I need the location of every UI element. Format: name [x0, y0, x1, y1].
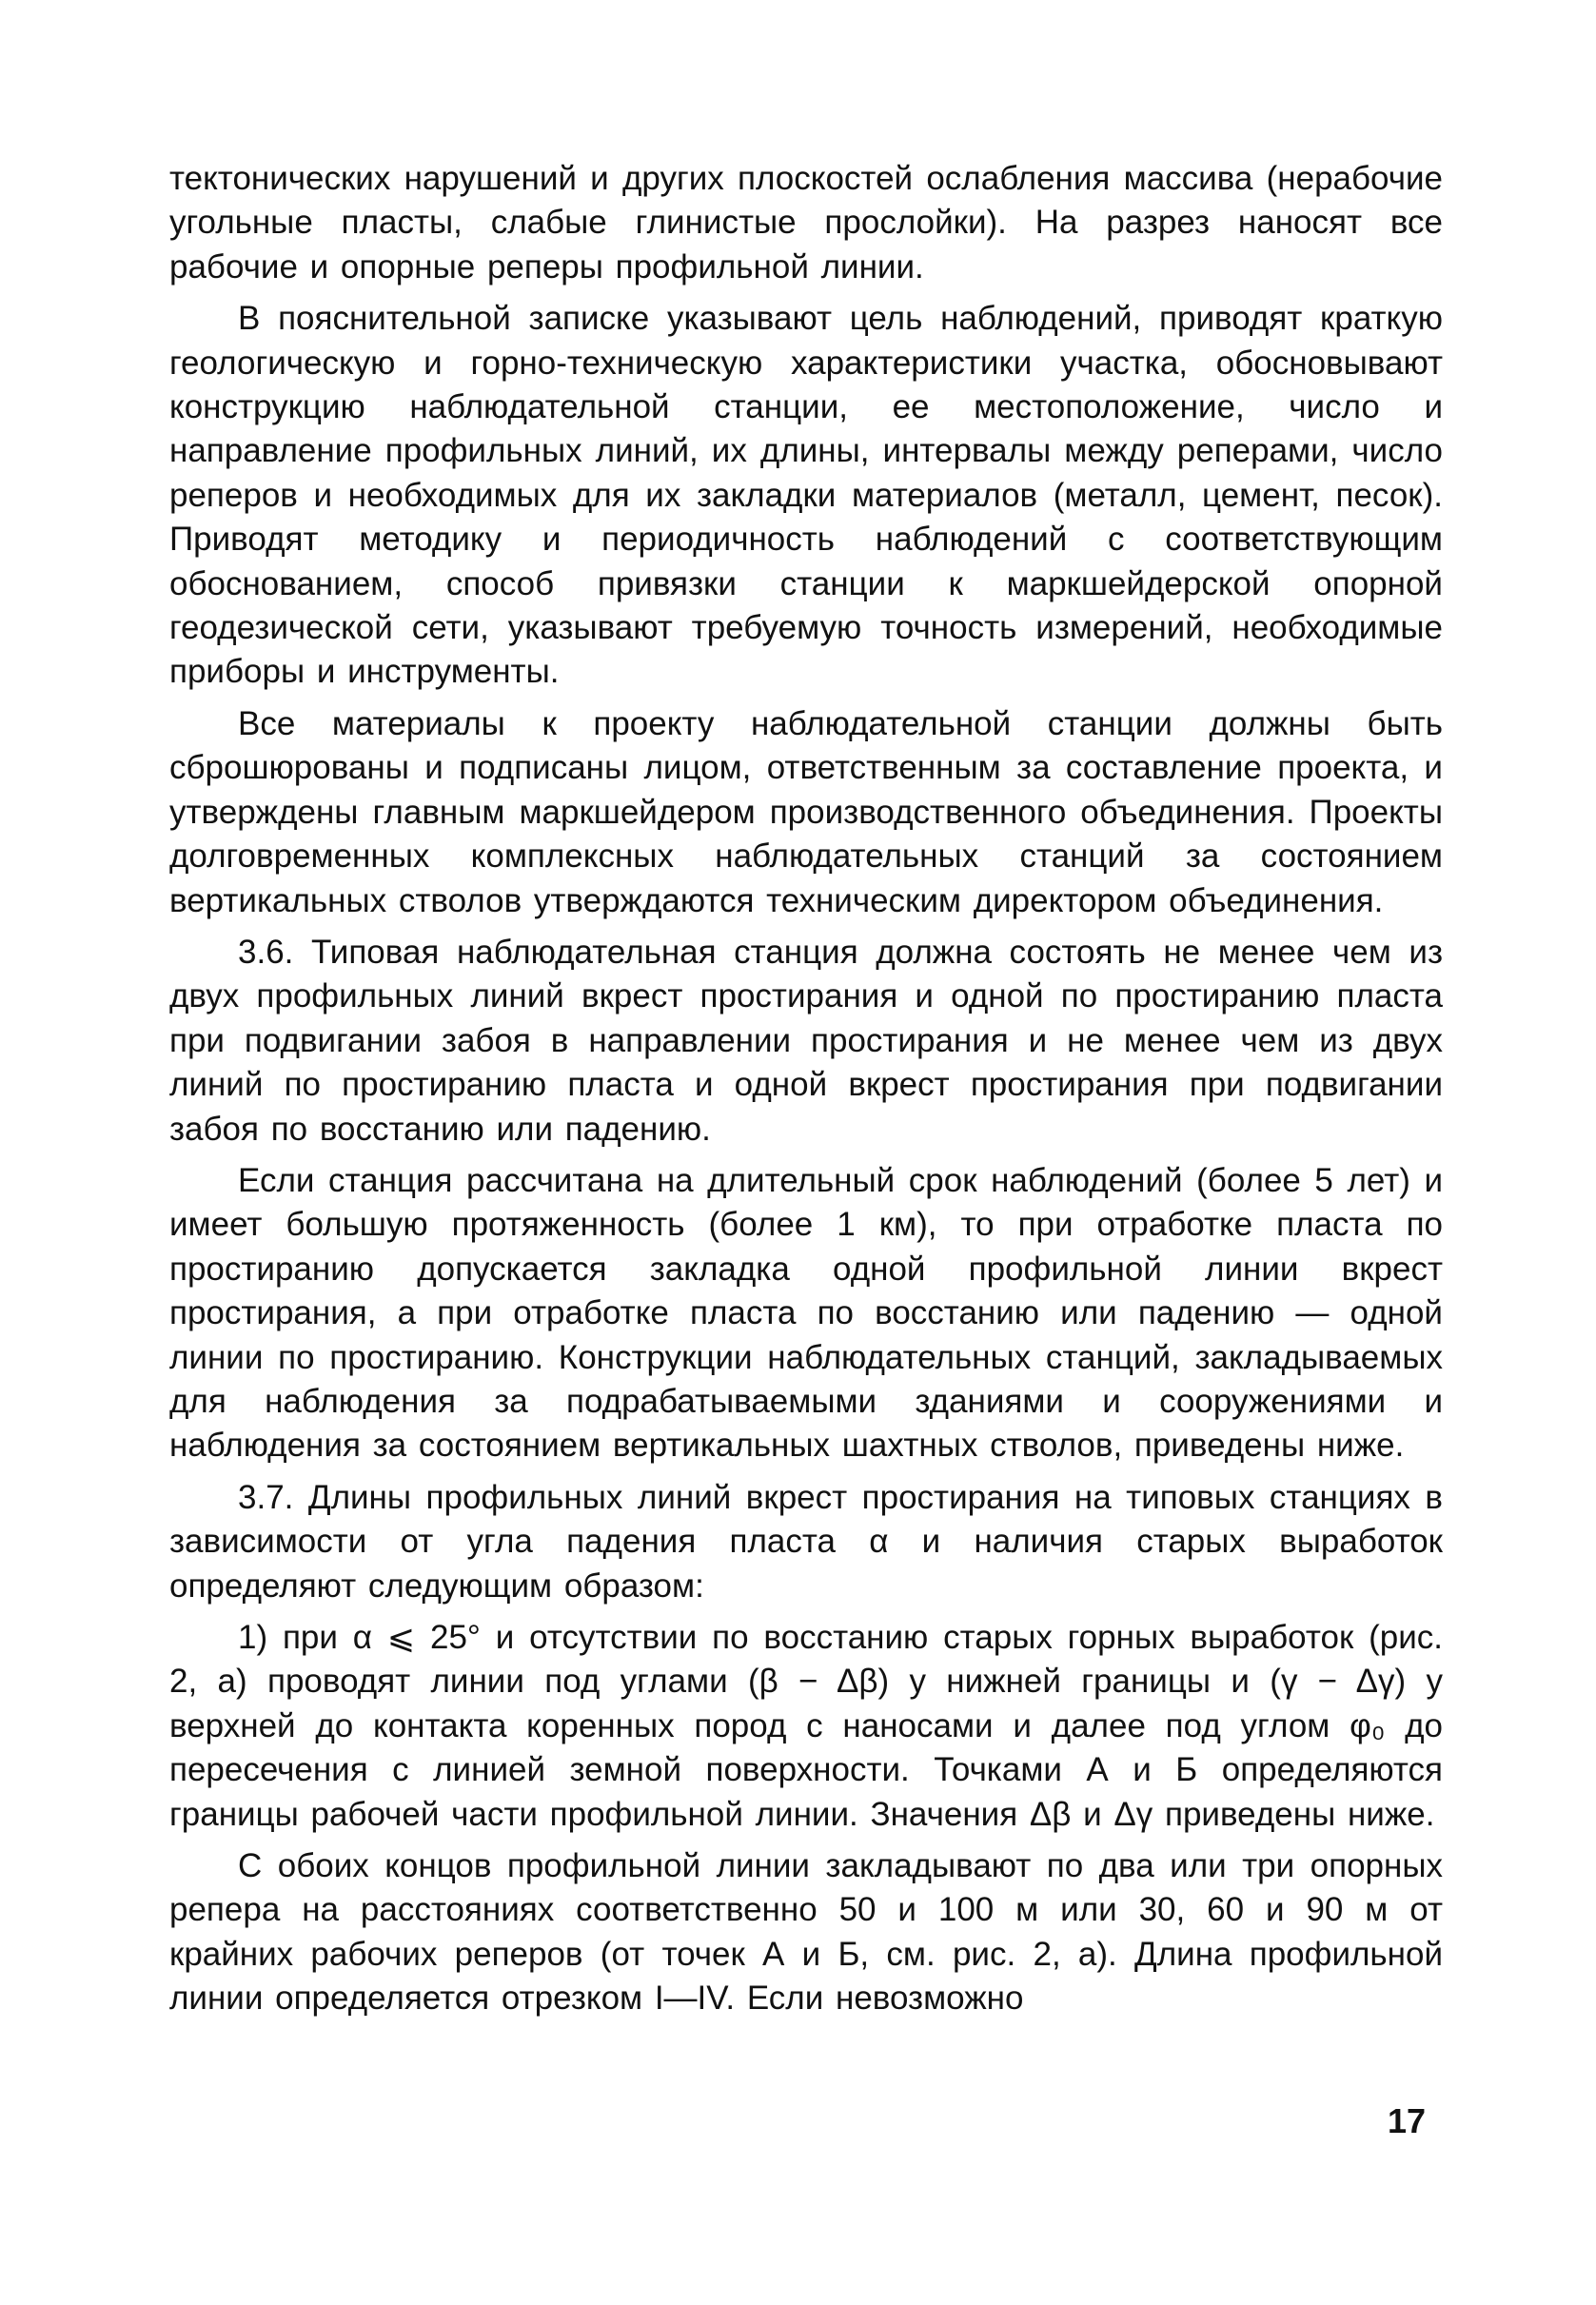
paragraph-item-1: 1) при α ⩽ 25° и отсутствии по восстанию старых горных выработок (рис. 2, а) проводят линии под углами (β − Δβ) у нижней границы и (γ − Δγ) у верхней до контакта коренных пород с наносами и далее под углом φ₀ до пересечения с линией земной поверхности. Точками А и Б определяются границы рабочей части профильной линии. Значения Δβ и Δγ приведены ниже. — [169, 1619, 1443, 1833]
paragraph-long-term-station: Если станция рассчитана на длительный срок наблюдений (более 5 лет) и имеет большую протяженность (более 1 км), то при отработке пласта по простиранию допускается закладка одной профильной линии вкрест простирания, а при отработке пласта по восстанию или падению — одной линии по простиранию. Конструкции наблюдательных станций, закладываемых для наблюдения за подрабатываемыми зданиями и сооружениями и наблюдения за состоянием вертикальных шахтных стволов, приведены ниже. — [169, 1161, 1443, 1465]
paragraph-continuation: тектонических нарушений и других плоскостей ослабления массива (нерабочие угольные пласты, слабые глинистые прослойки). На разрез наносят все рабочие и опорные реперы профильной линии. — [169, 160, 1443, 286]
paragraph-section-3-7: 3.7. Длины профильных линий вкрест простирания на типовых станциях в зависимости от угла падения пласта α и наличия старых выработок определяют следующим образом: — [169, 1478, 1443, 1605]
paragraph-project-materials: Все материалы к проекту наблюдательной станции должны быть сброшюрованы и подписаны лицом, ответственным за составление проекта, и утверждены главным маркшейдером производственного объединения. Проекты долговременных комплексных наблюдательных станций за состоянием вертикальных стволов утверждаются техническим директором объединения. — [169, 704, 1443, 919]
paragraph-section-3-6: 3.6. Типовая наблюдательная станция должна состоять не менее чем из двух профильных линий вкрест простирания и одной по простиранию пласта при подвигании забоя в направлении простирания и не менее чем из двух линий по простиранию пласта и одной вкрест простирания при подвигании забоя по восстанию или падению. — [169, 933, 1443, 1148]
page-number: 17 — [1388, 2101, 1427, 2140]
page-body — [169, 157, 1443, 2029]
paragraph-explanatory-note: В пояснительной записке указывают цель наблюдений, приводят краткую геологическую и горно-техническую характеристики участка, обосновывают конструкцию наблюдательной станции, ее местоположение, число и направление профильных линий, их длины, интервалы между реперами, число реперов и необходимых для их закладки материалов (металл, цемент, песок). Приводят методику и периодичность наблюдений с соответствующим обоснованием, способ привязки станции к маркшейдерской опорной геодезической сети, указывают требуемую точность измерений, необходимые приборы и инструменты. — [169, 300, 1443, 691]
paragraph-reference-benchmarks: С обоих концов профильной линии закладывают по два или три опорных репера на расстояниях соответственно 50 и 100 м или 30, 60 и 90 м от крайних рабочих реперов (от точек А и Б, см. рис. 2, а). Длина профильной линии определяется отрезком I—IV. Если невозможно — [169, 1847, 1443, 2018]
